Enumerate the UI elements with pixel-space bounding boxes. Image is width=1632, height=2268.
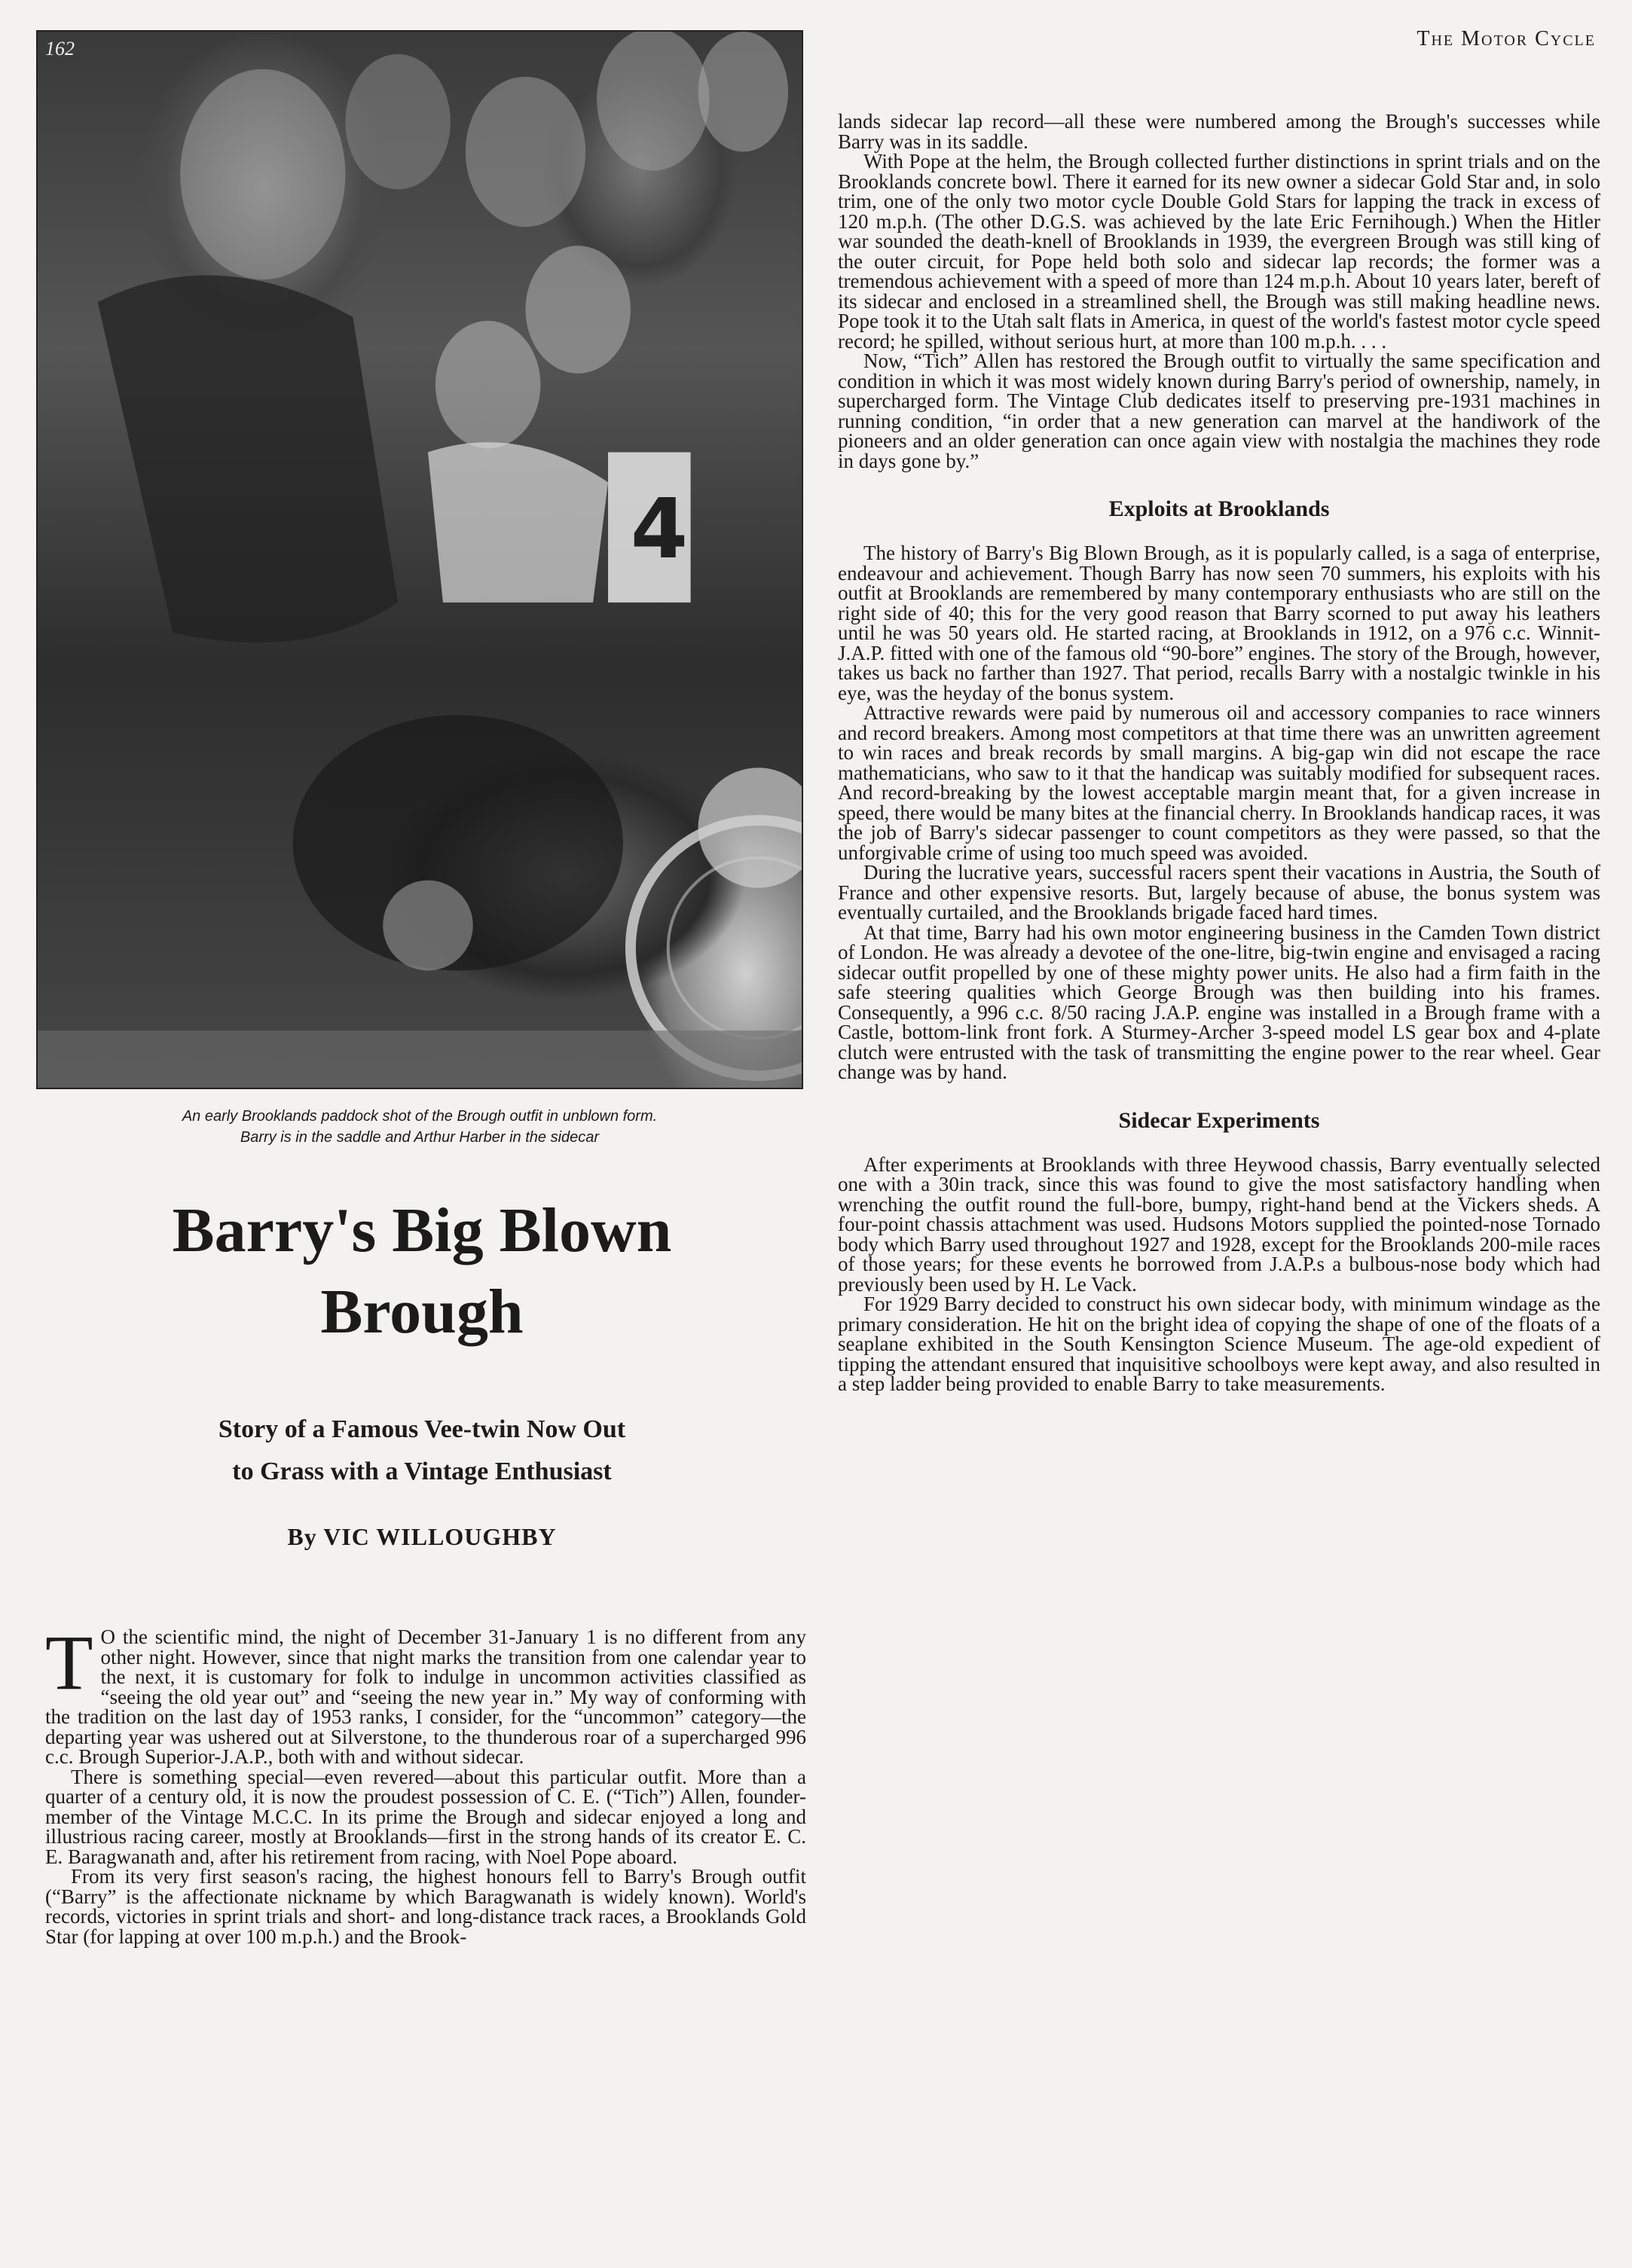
body-paragraph: There is something special—even revered—about this particular outfit. More than a quarter of a century old, it is now the proudest possession of C. E. (“Tich”) Allen, founder-member of the Vintage M.C.C. In its prime the Brough and sidecar enjoyed a long and illustrious racing career, mostly at Brooklands—first in the strong hands of its creator E. C. E. Baragwanath and, after his retirement from racing, with Noel Pope aboard. [45, 1765, 806, 1868]
section-heading-exploits: Exploits at Brooklands [1108, 496, 1330, 521]
body-paragraph: After experiments at Brooklands with three Heywood chassis, Barry eventually selected one with a 30in track, since this was found to give the most satisfactory handling when wrenching the outfit round the full-bore, bumpy, right-hand bend at the Vickers sheds. A four-point chassis attachment was used. Hudsons Motors supplied the pointed-nose Tornado body which Barry used throughout 1927 and 1928, except for the Brooklands 200-mile races of those years; for these events he borrowed from J.A.P.s a bulbous-nose body which had previously been used by H. Le Vack. [838, 1152, 1600, 1296]
brough-outfit-photo [36, 30, 803, 1089]
running-head: The Motor Cycle [1417, 27, 1596, 50]
drop-cap: T [45, 1627, 93, 1706]
subtitle-line: to Grass with a Vintage Enthusiast [232, 1458, 612, 1485]
photo-illustration [38, 32, 802, 1088]
caption-line: Barry is in the saddle and Arthur Harber in the sidecar [240, 1129, 600, 1146]
byline: By VIC WILLOUGHBY [287, 1523, 557, 1550]
subtitle-line: Story of a Famous Vee-twin Now Out [218, 1415, 626, 1443]
paragraph-text: O the scientific mind, the night of December 31-January 1 is no different from any other night. However, since that night marks the transition from one calendar year to the next, it is customary for folk to indulge in uncommon activities classified as “seeing the old year out” and “seeing the new year in.” My way of conforming with the tradition on the last day of 1953 ranks, I consider, for the “uncommon” category—the departing year was ushered out at Silverstone, to the thunderous roar of a supercharged 996 c.c. Brough Superior-J.A.P., both with and without sidecar. [45, 1627, 806, 1768]
article-title [45, 1190, 799, 1353]
body-paragraph: The history of Barry's Big Blown Brough, as it is popularly called, is a saga of enterprise, endeavour and achievement. Though Barry has now seen 70 summers, his exploits with his outfit at Brooklands are remembered by many contemporary enthusiasts who are still on the right side of 40; this for the very good reason that Barry scorned to put away his leathers until he was 50 years old. He started racing, at Brooklands in 1912, on a 976 c.c. Winnit-J.A.P. fitted with one of the famous old “90-bore” engines. The story of the Brough, however, takes us back no farther than 1927. That period, recalls Barry with a nostalgic twinkle in his eye, was the heyday of the bonus system. [838, 542, 1600, 704]
article-subtitle [75, 1409, 769, 1493]
title-line: Brough [320, 1277, 524, 1347]
body-paragraph: From its very first season's racing, the highest honours fell to Barry's Brough outfit (“Barry” is the affectionate nickname by which Baragwanath is widely known). World's records, victories in sprint trials and short- and long-distance track races, a Brooklands Gold Star (for lapping at over 100 m.p.h.) and the Brook- [45, 1865, 806, 1948]
body-paragraph: At that time, Barry had his own motor engineering business in the Camden Town district of London. He was already a devotee of the one-litre, big-twin engine and envisaged a racing sidecar outfit propelled by one of these mighty power units. He also had a firm faith in the safe steering qualities which George Brough was then building into his frames. Consequently, a 996 c.c. 8/50 racing J.A.P. engine was installed in a Brough frame with a Castle, bottom-link front fork. A Sturmey-Archer 3-speed model LS gear box and 4-plate clutch were entrusted with the task of transmitting the engine power to the rear wheel. Gear change was by hand. [838, 920, 1600, 1083]
body-paragraph: Now, “Tich” Allen has restored the Brough outfit to virtually the same specification and condition in which it was most widely known during Barry's period of ownership, namely, in supercharged form. The Vintage Club dedicates itself to preserving pre-1931 machines in running condition, “in order that a new generation can marvel at the handiwork of the pioneers and an older generation can once again view with nostalgia the machines they rode in days gone by.” [838, 350, 1600, 472]
title-line: Barry's Big Blown [172, 1195, 672, 1265]
body-paragraph: During the lucrative years, successful racers spent their vacations in Austria, the South of France and other expensive resorts. But, largely because of abuse, the bonus system was eventually curtailed, and the Brooklands brigade faced hard times. [838, 861, 1600, 923]
body-paragraph: For 1929 Barry decided to construct his own sidecar body, with minimum windage as the primary consideration. He hit on the bright idea of copying the shape of one of the floats of a seaplane exhibited in the South Kensington Science Museum. The age-old expedient of tipping the attendant ensured that inquisitive schoolboys were kept away, and also resulted in a step ladder being provided to enable Barry to take measurements. [838, 1293, 1600, 1395]
right-column-body [838, 111, 1600, 2236]
body-paragraph: lands sidecar lap record—all these were numbered among the Brough's successes while Barry was in its saddle. [838, 111, 1600, 153]
photo-caption [36, 1106, 803, 1148]
left-column-body [45, 1627, 806, 2252]
svg-text:4: 4 [630, 480, 689, 578]
section-heading-sidecar: Sidecar Experiments [1118, 1107, 1320, 1133]
body-paragraph [45, 1627, 806, 1767]
page-number: 162 [45, 38, 75, 60]
caption-line: An early Brooklands paddock shot of the Brough outfit in unblown form. [182, 1108, 658, 1125]
body-paragraph: Attractive rewards were paid by numerous oil and accessory companies to race winners and record breakers. Among most competitors at that time there was an unwritten agreement to win races and break records by small margins. A big-gap win did not escape the race mathematicians, who saw to it that the handicap was suitably modified for subsequent races. And record-breaking by the lowest acceptable margin meant that, for a given increase in speed, there would be many bites at the financial cherry. In Brooklands handicap races, it was the job of Barry's sidecar passenger to count competitors as they were passed, so that the unforgivable crime of using too much speed was avoided. [838, 701, 1600, 864]
body-paragraph: With Pope at the helm, the Brough collected further distinctions in sprint trials and on the Brooklands concrete bowl. There it earned for its new owner a sidecar Gold Star and, in solo trim, one of the only two motor cycle Double Gold Stars for lapping the track in excess of 120 m.p.h. (The other D.G.S. was achieved by the late Eric Fernihough.) When the Hitler war sounded the death-knell of Brooklands in 1939, the evergreen Brough was still king of the outer circuit, for Pope held both solo and sidecar lap records; the former was a tremendous achievement with a speed of more than 124 m.p.h. About 10 years later, bereft of its sidecar and enclosed in a streamlined shell, the Brough was still making headline news. Pope took it to the Utah salt flats in America, in quest of the world's fastest motor cycle speed record; he spilled, without serious hurt, at more than 100 m.p.h. . . . [838, 150, 1600, 353]
